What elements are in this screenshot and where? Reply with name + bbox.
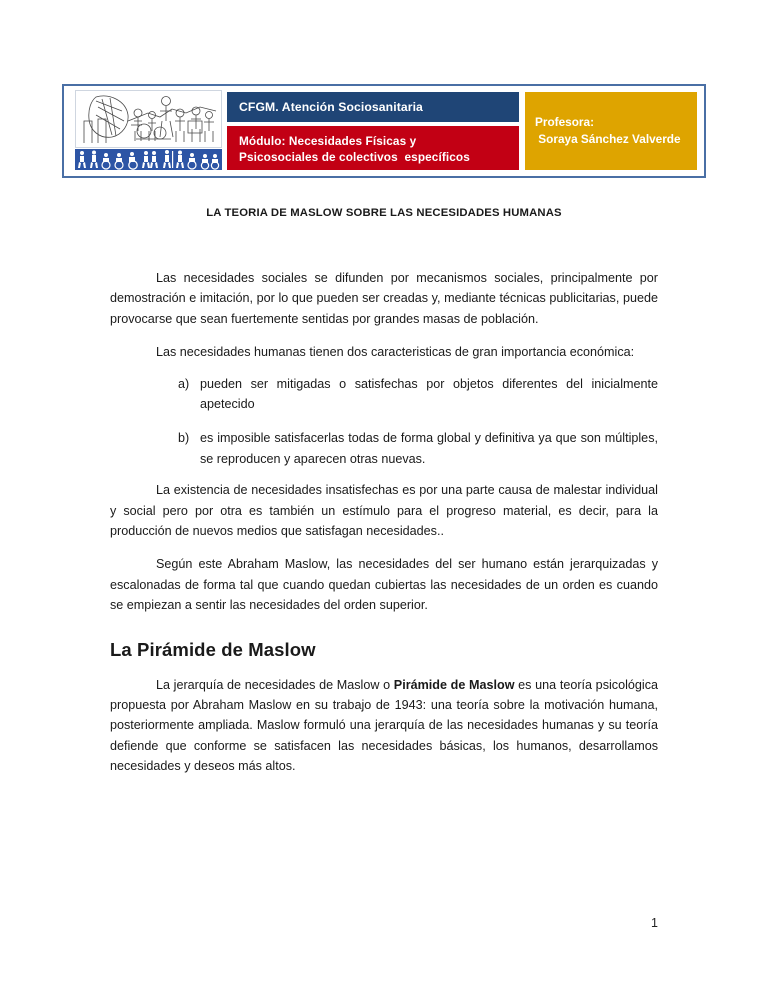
page-title: LA TEORIA DE MASLOW SOBRE LAS NECESIDADES HUMANAS — [206, 207, 562, 219]
page-number: 1 — [651, 916, 658, 930]
paragraph-3: La existencia de necesidades insatisfechas es por una parte causa de malestar individual y social pero por otra es también un estímulo para el progreso material, es decir, para la producción de nuevos medios que satisfagan necesidades.. — [110, 483, 658, 538]
module-title-line-2: Psicosociales de colectivos específicos — [239, 150, 470, 165]
paragraph-1: Las necesidades sociales se difunden por mecanismos sociales, principalmente por demostración e imitación, por lo que pueden ser creadas y, mediante técnicas publicitarias, puede provocarse que sean fuertemente sentidas por grandes masas de población. — [110, 271, 658, 326]
teacher-bar — [525, 92, 697, 170]
header-banner — [62, 84, 706, 178]
course-illustration-icon — [75, 90, 222, 148]
paragraph-5 — [110, 675, 658, 777]
accessibility-pictogram-strip-icon — [75, 149, 222, 170]
module-title-line-1: Módulo: Necesidades Físicas y — [239, 133, 417, 148]
module-title-bar — [227, 126, 519, 170]
header-middle-cell — [225, 89, 523, 173]
list-item: pueden ser mitigadas o satisfechas por objetos diferentes del inicialmente apetecido — [200, 376, 658, 411]
document-body — [110, 268, 658, 790]
list-item: es imposible satisfacerlas todas de forma global y definitiva ya que son múltiples, se reproducen y aparecen otras nuevas. — [200, 431, 658, 466]
section-heading-piramide: La Pirámide de Maslow — [110, 639, 316, 661]
course-title-bar — [227, 92, 519, 122]
header-teacher-cell — [523, 89, 701, 173]
paragraph-5-bold-term: Pirámide de Maslow — [393, 677, 515, 692]
paragraph-5-part-2: es una teoría psicológica propuesta por Abraham Maslow en su trabajo de 1943: una teoría sobre la motivación humana, posteriormente ampliada. Maslow formuló una jerarquía de las necesidades humanas y su teoría defiende que conforme se satisfacen las necesidades básicas, los humanos, desarrollamos necesidades y deseos más altos. — [110, 677, 658, 774]
paragraph-2: Las necesidades humanas tienen dos caracteristicas de gran importancia económica: — [156, 345, 635, 360]
paragraph-5-part-1: La jerarquía de necesidades de Maslow o — [156, 677, 394, 692]
characteristics-list — [110, 374, 658, 470]
teacher-name: Soraya Sánchez Valverde — [535, 132, 681, 146]
header-logo-cell — [67, 89, 225, 173]
course-title-text: CFGM. Atención Sociosanitaria — [239, 100, 423, 115]
teacher-label: Profesora: — [535, 115, 595, 130]
paragraph-4: Según este Abraham Maslow, las necesidades del ser humano están jerarquizadas y escalonadas de forma tal que cuando quedan cubiertas las necesidades de un orden es cuando se empiezan a sentir las necesidades del orden superior. — [110, 557, 658, 613]
